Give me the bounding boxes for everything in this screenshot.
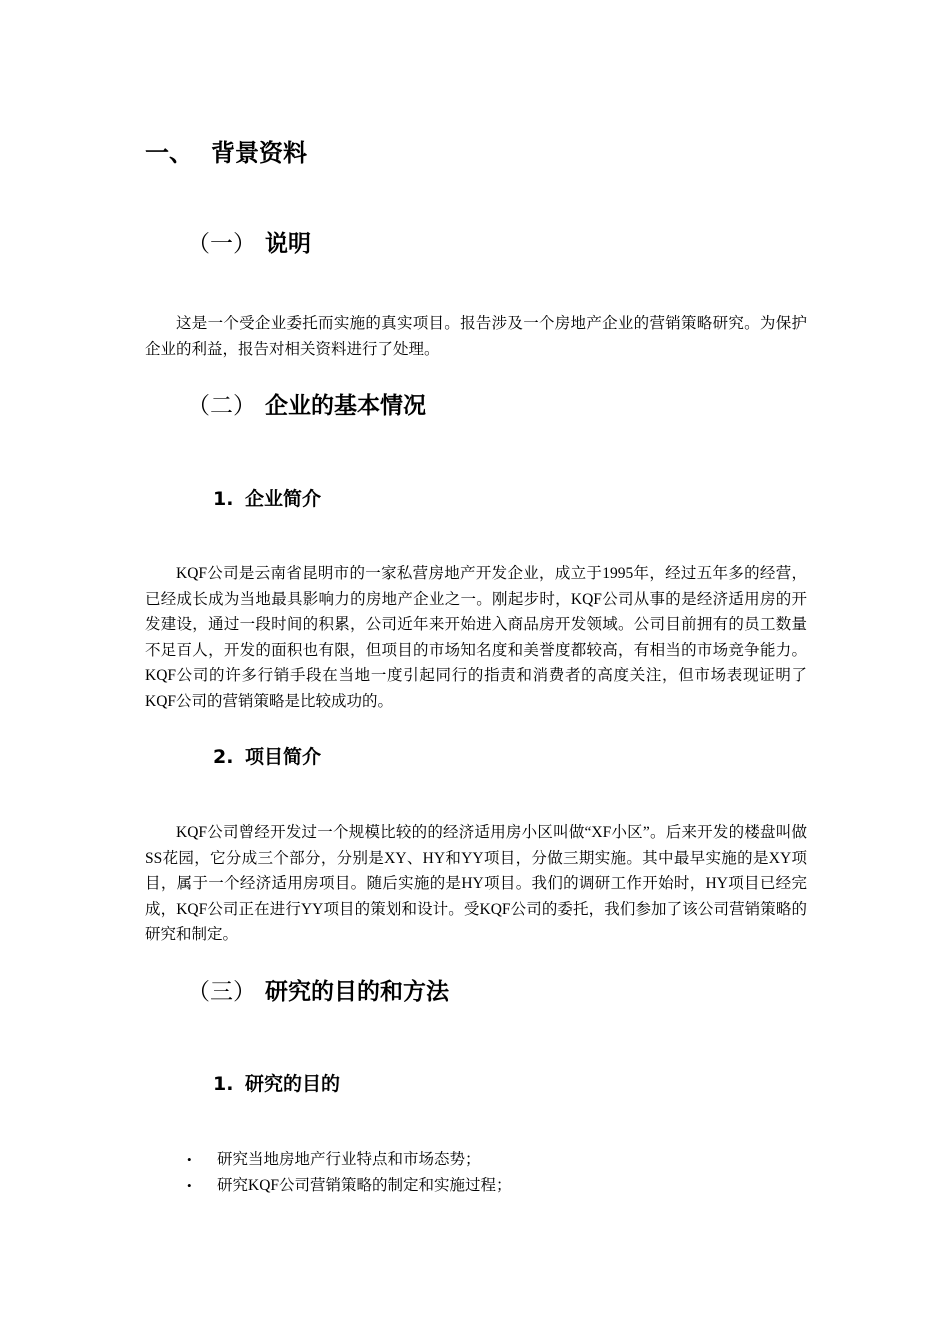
research-purpose-list bbox=[187, 1147, 512, 1198]
company-profile-paragraph: KQF公司是云南省昆明市的一家私营房地产开发企业，成立于1995年，经过五年多的经营，已经成长成为当地最具影响力的房地产企业之一。刚起步时，KQF公司从事的是经济适用房的开发建设，通过一段时间的积累，公司近年来开始进入商品房开发领域。公司目前拥有的员工数量不足百人，开发的面积也有限，但项目的市场知名度和美誉度都较高，有相当的市场竞争能力。KQF公司的许多行销手段在当地一度引起同行的指责和消费者的高度关注，但市场表现证明了KQF公司的营销策略是比较成功的。 bbox=[145, 565, 807, 710]
subsection-heading-company bbox=[187, 390, 426, 422]
item-number: 1. bbox=[213, 488, 234, 510]
list-item bbox=[187, 1147, 512, 1173]
item-heading-company-profile bbox=[213, 485, 321, 513]
item-heading-research-purpose bbox=[213, 1070, 340, 1098]
project-profile-paragraph: KQF公司曾经开发过一个规模比较的的经济适用房小区叫做“XF小区”。后来开发的楼盘叫做SS花园，它分成三个部分，分别是XY、HY和YY项目，分做三期实施。其中最早实施的是XY项目，属于一个经济适用房项目。随后实施的是HY项目。我们的调研工作开始时，HY项目已经完成，KQF公司正在进行YY项目的策划和设计。受KQF公司的委托，我们参加了该公司营销策略的研究和制定。 bbox=[145, 824, 807, 943]
bullet-icon: • bbox=[187, 1177, 192, 1193]
subsection-number: （一） bbox=[187, 231, 256, 257]
section-title: 背景资料 bbox=[211, 139, 307, 167]
item-title: 项目简介 bbox=[245, 746, 322, 768]
list-item-text: 研究KQF公司营销策略的制定和实施过程； bbox=[217, 1176, 512, 1194]
section-heading-background bbox=[145, 137, 307, 169]
subsection-title: 研究的目的和方法 bbox=[265, 979, 449, 1005]
section-number: 一、 bbox=[145, 139, 193, 167]
item-number: 1. bbox=[213, 1073, 234, 1095]
bullet-icon: • bbox=[187, 1152, 192, 1167]
item-number: 2. bbox=[213, 746, 234, 768]
subsection-heading-research bbox=[187, 976, 449, 1008]
list-item-text: 研究当地房地产行业特点和市场态势； bbox=[217, 1151, 481, 1168]
subsection-number: （三） bbox=[187, 979, 256, 1005]
item-title: 企业简介 bbox=[245, 488, 322, 510]
item-heading-project-profile bbox=[213, 743, 321, 771]
subsection-title: 企业的基本情况 bbox=[265, 393, 426, 419]
description-paragraph: 这是一个受企业委托而实施的真实项目。报告涉及一个房地产企业的营销策略研究。为保护企业的利益，报告对相关资料进行了处理。 bbox=[145, 315, 807, 358]
list-item bbox=[187, 1173, 512, 1199]
subsection-number: （二） bbox=[187, 393, 256, 419]
subsection-title: 说明 bbox=[265, 231, 311, 257]
subsection-heading-description bbox=[187, 228, 311, 260]
item-title: 研究的目的 bbox=[245, 1073, 341, 1095]
